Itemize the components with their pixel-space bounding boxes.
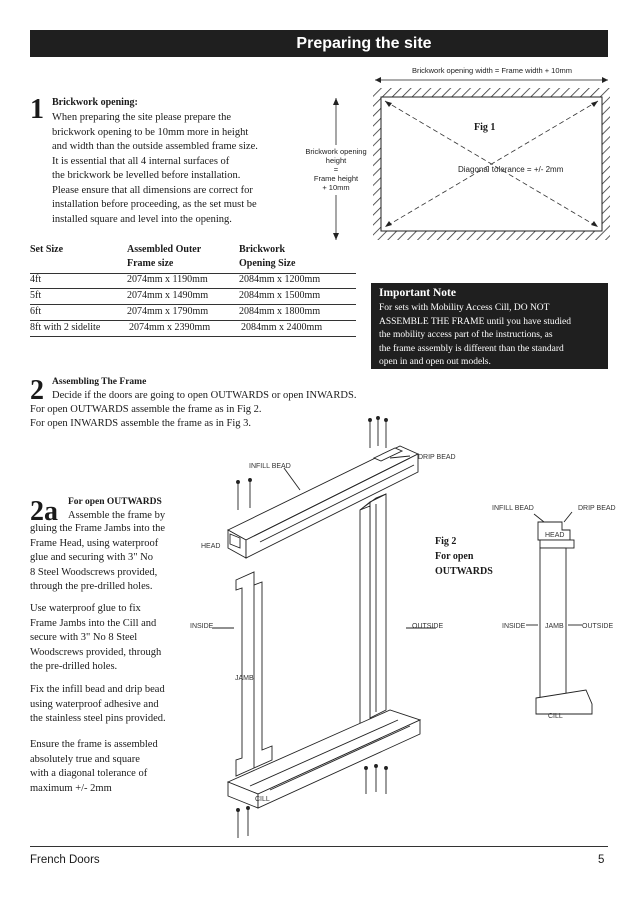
step-2a-line: Fix the infill bead and drip bead bbox=[30, 684, 165, 695]
col-header-line: Assembled Outer bbox=[127, 244, 202, 255]
step-1-line: When preparing the site please prepare the bbox=[52, 112, 231, 123]
fig1-height-label-line: + 10mm bbox=[322, 183, 350, 192]
important-note-line: the frame assembly is different than the standard bbox=[379, 343, 564, 354]
fig2-caption-line: For open bbox=[435, 551, 474, 562]
step-2a-line: with a diagonal tolerance of bbox=[30, 768, 148, 779]
fig2-caption-line: OUTWARDS bbox=[435, 566, 493, 577]
step-2a-line: secure with 3" No 8 Steel bbox=[30, 632, 138, 643]
fig2-caption-line: Fig 2 bbox=[435, 536, 457, 547]
section-head-lower bbox=[540, 540, 574, 548]
step-2a-para1 bbox=[30, 522, 200, 595]
fig1-height-arrow-bottom bbox=[333, 233, 339, 240]
fig1-width-arrow-left bbox=[375, 77, 381, 83]
step-2a-line: absolutely true and square bbox=[30, 753, 140, 765]
step-2a-line: the pre-drilled holes. bbox=[30, 661, 118, 672]
step-2a-line: Ensure the frame is assembled bbox=[30, 739, 158, 750]
fig1-height-label-line: Frame height bbox=[313, 174, 359, 183]
step-2a-para3 bbox=[30, 683, 210, 727]
jamb-left bbox=[236, 572, 272, 776]
cell-set-size: 6ft bbox=[30, 306, 42, 317]
step-2a-line: Woodscrews provided, through bbox=[30, 646, 162, 658]
col-header-set-size: Set Size bbox=[30, 244, 64, 255]
step-2-number: 2 bbox=[30, 375, 44, 406]
step-2a-number: 2a bbox=[30, 496, 58, 527]
fig1-height-label-line: = bbox=[333, 165, 339, 174]
fig2-jamb-label: JAMB bbox=[235, 675, 254, 682]
page-title: Preparing the site bbox=[296, 34, 432, 52]
table-row bbox=[30, 288, 356, 305]
pins-left bbox=[237, 479, 252, 511]
step-1-text bbox=[52, 111, 312, 227]
page-header-bar bbox=[30, 30, 608, 57]
footer-title: French Doors bbox=[30, 854, 100, 866]
fig1-height-label-line: Brickwork opening bbox=[305, 147, 367, 156]
cell-frame-size: 2074mm x 1790mm bbox=[127, 306, 209, 317]
fig1-height-label bbox=[295, 147, 377, 192]
section-leader bbox=[534, 514, 544, 522]
cell-opening-size: 2084mm x 2400mm bbox=[241, 322, 323, 333]
step-1-line: and width than the outside assembled frame size. bbox=[52, 141, 258, 152]
step-2a-line: glue and securing with 3" No bbox=[30, 552, 153, 563]
jamb-right bbox=[360, 494, 386, 726]
fig2-cill-label: CILL bbox=[255, 796, 270, 803]
col-header-line: Frame size bbox=[127, 258, 174, 269]
important-note-box bbox=[371, 283, 608, 369]
cell-frame-size: 2074mm x 2390mm bbox=[129, 322, 211, 333]
fig1-tolerance: Diagonal tolerance = +/- 2mm bbox=[458, 165, 564, 174]
step-1-line: brickwork opening to be 10mm more in height bbox=[52, 126, 249, 138]
step-1-line: the brickwork be levelled before installation. bbox=[52, 170, 241, 181]
step-2a-line: Assemble the frame by bbox=[68, 510, 166, 521]
fig1-width-arrow-right bbox=[602, 77, 608, 83]
fig2-head-label: HEAD bbox=[201, 543, 221, 550]
cell-opening-size: 2084mm x 1800mm bbox=[239, 306, 321, 317]
fig1-height-arrow-top bbox=[333, 98, 339, 105]
page-number: 5 bbox=[598, 854, 605, 866]
cell-frame-size: 2074mm x 1490mm bbox=[127, 290, 209, 301]
table-row bbox=[30, 272, 356, 289]
section-outside-label: OUTSIDE bbox=[582, 623, 614, 630]
cell-set-size: 8ft with 2 sidelite bbox=[30, 322, 101, 333]
fig2-caption bbox=[435, 534, 493, 579]
step-2a-line: through the pre-drilled holes. bbox=[30, 581, 153, 592]
col-header-line: Brickwork bbox=[239, 244, 286, 255]
step-2a-para2 bbox=[30, 602, 200, 675]
important-note-title: Important Note bbox=[379, 287, 456, 299]
section-leader bbox=[564, 512, 572, 522]
step-2-title: Assembling The Frame bbox=[52, 377, 147, 387]
pins-top bbox=[369, 417, 388, 449]
fig2-inside-label: INSIDE bbox=[190, 623, 214, 630]
size-table-header bbox=[30, 243, 356, 274]
important-note-body bbox=[379, 302, 604, 370]
section-head-label: HEAD bbox=[545, 532, 565, 539]
step-2a-line: Frame Jambs into the Cill and bbox=[30, 617, 157, 629]
fig2-outside-label: OUTSIDE bbox=[412, 623, 444, 630]
step-2a-line: Use waterproof glue to fix bbox=[30, 603, 141, 614]
important-note-line: the mobility access part of the instructions, as bbox=[379, 330, 553, 340]
step-1-line: installed square and level into the opening. bbox=[52, 213, 232, 225]
fig1-title: Fig 1 bbox=[474, 122, 496, 133]
table-row bbox=[30, 304, 356, 321]
step-2a-line: Frame Head, using waterproof bbox=[30, 537, 159, 549]
step-2-line: Decide if the doors are going to open OUTWARDS or open INWARDS. bbox=[52, 390, 357, 401]
step-2-line: For open INWARDS assemble the frame as in Fig 3. bbox=[30, 418, 252, 429]
step-2a-line: 8 Steel Woodscrews provided, bbox=[30, 566, 158, 578]
step-1-line: installation before proceeding, as the set must be bbox=[52, 199, 257, 210]
step-2a-para4 bbox=[30, 738, 200, 796]
step-1-line: It is essential that all 4 internal surfaces of bbox=[52, 155, 230, 167]
table-row bbox=[30, 320, 356, 337]
step-1-title: Brickwork opening: bbox=[52, 97, 138, 108]
fig1-height-label-line: height bbox=[325, 156, 347, 165]
step-2a-line: gluing the Frame Jambs into the bbox=[30, 523, 166, 534]
fig2-drip-bead-label: DRIP BEAD bbox=[418, 454, 456, 461]
col-header-assembled bbox=[127, 243, 201, 271]
step-1-line: Please ensure that all dimensions are correct for bbox=[52, 184, 253, 196]
footer-divider bbox=[30, 846, 608, 847]
cell-set-size: 5ft bbox=[30, 290, 42, 301]
section-drip-bead-label: DRIP BEAD bbox=[578, 505, 616, 512]
section-inside-label: INSIDE bbox=[502, 623, 526, 630]
step-2a-title: For open OUTWARDS bbox=[68, 497, 162, 507]
important-note-line: For sets with Mobility Access Cill, DO NOT bbox=[379, 303, 550, 313]
step-2a-line: maximum +/- 2mm bbox=[30, 782, 112, 794]
section-infill-bead-label: INFILL BEAD bbox=[492, 505, 534, 512]
important-note-line: open in and open out models. bbox=[379, 357, 491, 367]
important-note-line: ASSEMBLE THE FRAME until you have studied bbox=[379, 316, 571, 327]
step-1-number: 1 bbox=[30, 94, 44, 125]
fig1-width-label: Brickwork opening width = Frame width + 10mm bbox=[411, 66, 573, 75]
step-2a-line: the stainless steel pins provided. bbox=[30, 713, 166, 724]
col-header-line: Opening Size bbox=[239, 258, 296, 269]
fig2-infill-bead-label: INFILL BEAD bbox=[249, 463, 291, 470]
col-header-opening bbox=[239, 243, 295, 271]
cell-frame-size: 2074mm x 1190mm bbox=[127, 274, 208, 285]
section-jamb-label: JAMB bbox=[545, 623, 564, 630]
cell-opening-size: 2084mm x 1200mm bbox=[239, 274, 321, 285]
step-2a-line: using waterproof adhesive and bbox=[30, 698, 159, 710]
step-2-line: For open OUTWARDS assemble the frame as in Fig 2. bbox=[30, 404, 262, 415]
section-cill-label: CILL bbox=[548, 713, 563, 720]
cell-opening-size: 2084mm x 1500mm bbox=[239, 290, 321, 301]
leader-infill-bead bbox=[284, 468, 300, 490]
cell-set-size: 4ft bbox=[30, 274, 42, 285]
